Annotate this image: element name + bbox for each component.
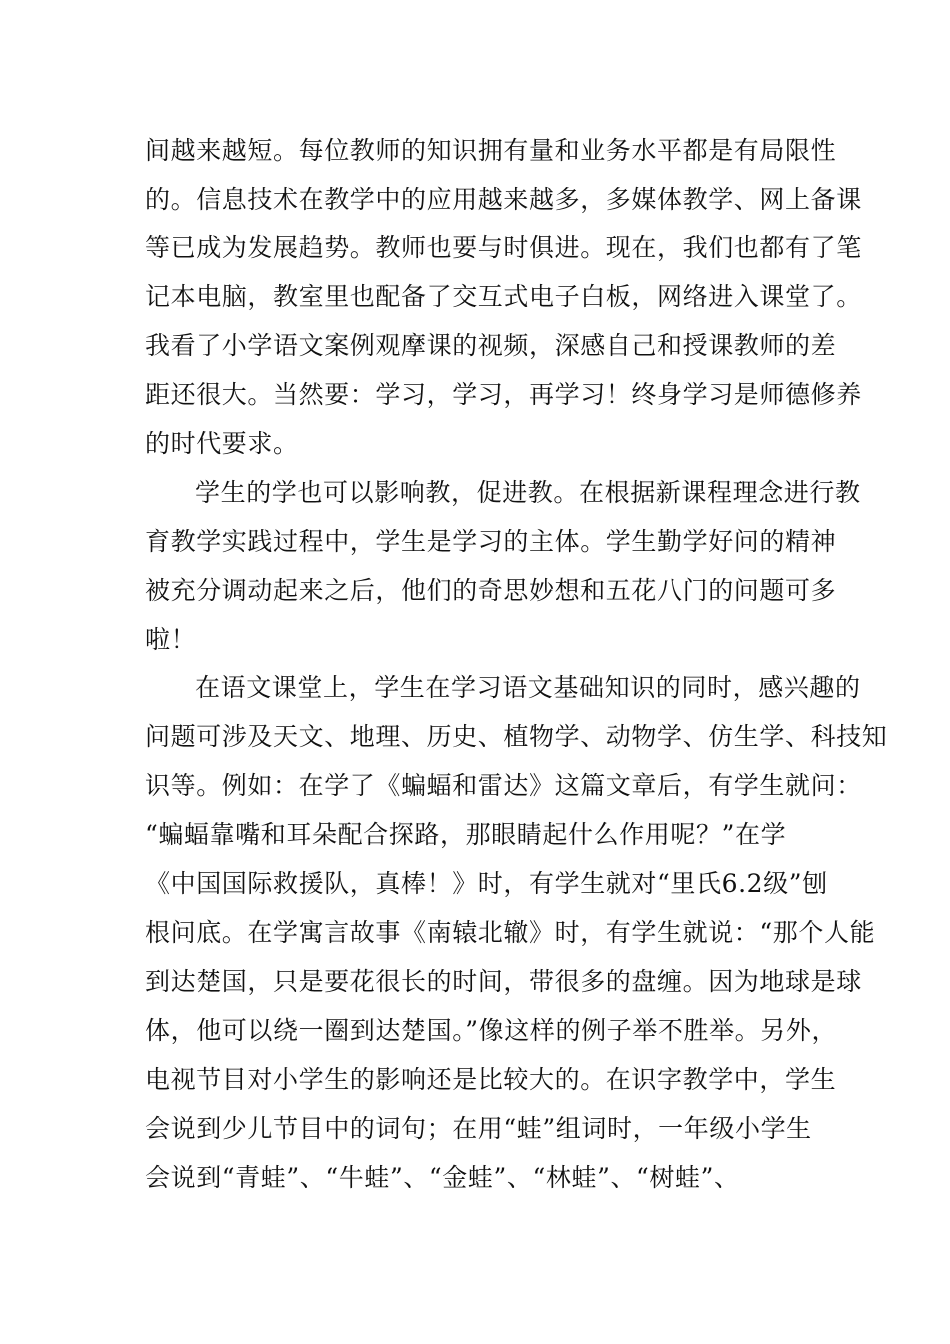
text-line: 记本电脑，教室里也配备了交互式电子白板，网络进入课堂了。 (145, 282, 862, 311)
text-line: 会说到少儿节目中的词句；在用“蛙”组词时，一年级小学生 (145, 1114, 812, 1143)
text-line: 会说到“青蛙”、“牛蛙”、“金蛙”、“林蛙”、“树蛙”、 (145, 1163, 740, 1192)
text-line: 学生的学也可以影响教，促进教。在根据新课程理念进行教 (195, 478, 861, 507)
text-line: 根问底。在学寓言故事《南辕北辙》时，有学生就说：“那个人能 (145, 918, 876, 947)
text-line: 的。信息技术在教学中的应用越来越多，多媒体教学、网上备课 (145, 185, 862, 214)
text-line: 到达楚国，只是要花很长的时间，带很多的盘缠。因为地球是球 (145, 967, 862, 996)
text-line: 电视节目对小学生的影响还是比较大的。在识字教学中，学生 (145, 1065, 837, 1094)
text-line: 育教学实践过程中，学生是学习的主体。学生勤学好问的精神 (145, 527, 837, 556)
text-line: “蝙蝠靠嘴和耳朵配合探路，那眼睛起什么作用呢？”在学 (145, 820, 787, 849)
text-line: 《中国国际救援队，真棒！》时，有学生就对“里氏6.2级”刨 (145, 869, 828, 898)
text-line: 在语文课堂上，学生在学习语文基础知识的同时，感兴趣的 (195, 673, 861, 702)
text-line: 我看了小学语文案例观摩课的视频，深感自己和授课教师的差 (145, 331, 837, 360)
text-line: 被充分调动起来之后，他们的奇思妙想和五花八门的问题可多 (145, 576, 837, 605)
text-line: 体，他可以绕一圈到达楚国。”像这样的例子举不胜举。另外， (145, 1016, 838, 1045)
text-line: 的时代要求。 (145, 429, 299, 458)
text-line: 啦！ (145, 625, 197, 654)
text-line: 间越来越短。每位教师的知识拥有量和业务水平都是有局限性 (145, 136, 837, 165)
text-line: 等已成为发展趋势。教师也要与时俱进。现在，我们也都有了笔 (145, 233, 862, 262)
text-line: 问题可涉及天文、地理、历史、植物学、动物学、仿生学、科技知 (145, 722, 888, 751)
text-line: 识等。例如：在学了《蝙蝠和雷达》这篇文章后，有学生就问： (145, 771, 862, 800)
text-line: 距还很大。当然要：学习，学习，再学习！终身学习是师德修养 (145, 380, 862, 409)
